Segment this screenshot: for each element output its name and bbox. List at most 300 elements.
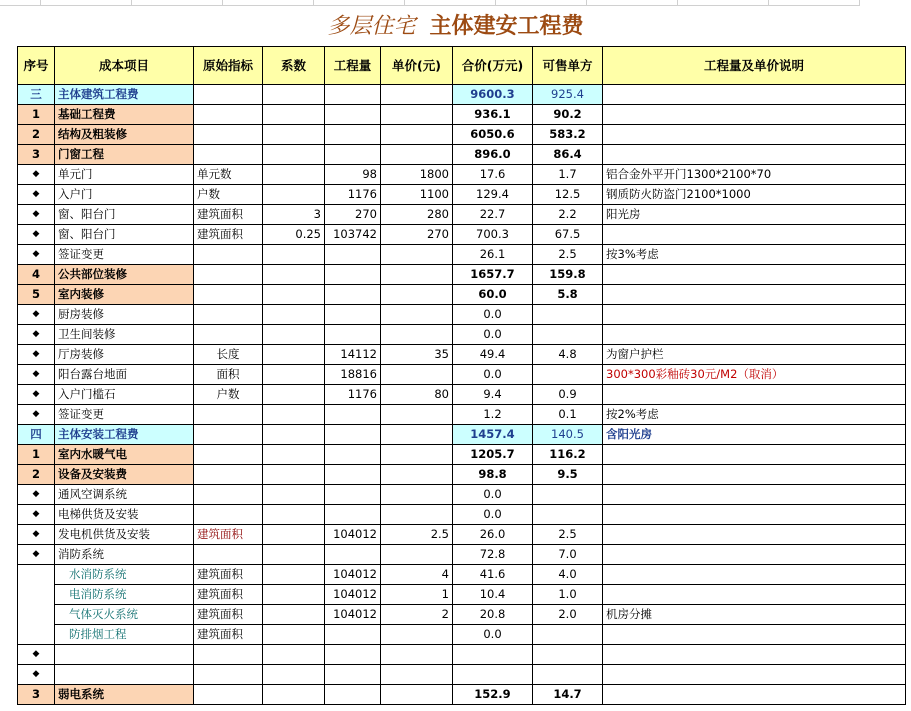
cell-seq[interactable]: ◆ [18,665,55,685]
cell-idx[interactable] [194,245,263,265]
cell-idx[interactable]: 建筑面积 [194,585,263,605]
cell-total[interactable]: 0.0 [453,365,533,385]
cell-note[interactable] [603,485,906,505]
cell-total[interactable]: 22.7 [453,205,533,225]
cell-qty[interactable] [325,125,381,145]
col-header-index[interactable]: 原始指标 [194,47,263,85]
table-row [18,345,906,365]
cell-idx[interactable]: 户数 [194,185,263,205]
cell-qty[interactable]: 104012 [325,565,381,585]
cell-unit[interactable]: 4.8 [533,345,603,365]
cell-name[interactable]: 阳台露台地面 [55,365,194,385]
cell-total[interactable]: 26.0 [453,525,533,545]
cell-seq[interactable]: 2 [18,465,55,485]
cell-qty[interactable]: 98 [325,165,381,185]
title-part2: 主体建安工程费 [429,13,584,39]
col-header-seq[interactable]: 序号 [18,47,55,85]
cell-note[interactable] [603,445,906,465]
col-header-coef[interactable]: 系数 [263,47,325,85]
cell-idx[interactable] [194,465,263,485]
cell-note[interactable] [603,665,906,685]
cell-unit[interactable] [533,325,603,345]
cell-idx[interactable] [194,685,263,705]
cell-idx[interactable] [194,425,263,445]
cell-coef[interactable] [263,365,325,385]
cell-price[interactable] [381,685,453,705]
cell-seq[interactable]: 2 [18,125,55,145]
cell-qty[interactable] [325,425,381,445]
cell-idx[interactable] [194,85,263,105]
cell-idx[interactable]: 建筑面积 [194,525,263,545]
cell-total[interactable]: 129.4 [453,185,533,205]
cell-qty[interactable] [325,505,381,525]
cell-total[interactable]: 1457.4 [453,425,533,445]
cell-total[interactable]: 41.6 [453,565,533,585]
cell-name[interactable]: 弱电系统 [55,685,194,705]
cell-total[interactable]: 0.0 [453,325,533,345]
col-header-price[interactable]: 单价(元) [381,47,453,85]
cell-seq[interactable]: ◆ [18,525,55,545]
cell-note[interactable] [603,465,906,485]
cell-total[interactable]: 1.2 [453,405,533,425]
cell-note[interactable] [603,145,906,165]
col-header-note[interactable]: 工程量及单价说明 [603,47,906,85]
cell-seq[interactable]: ◆ [18,345,55,365]
cell-qty[interactable] [325,625,381,645]
cell-price[interactable] [381,85,453,105]
cell-total[interactable]: 936.1 [453,105,533,125]
cell-total[interactable]: 0.0 [453,305,533,325]
cell-total[interactable]: 26.1 [453,245,533,265]
cell-unit[interactable]: 116.2 [533,445,603,465]
cell-qty[interactable] [325,545,381,565]
cell-unit[interactable]: 14.7 [533,685,603,705]
cell-note[interactable] [603,125,906,145]
cell-seq[interactable]: ◆ [18,385,55,405]
cell-coef[interactable] [263,145,325,165]
cell-qty[interactable] [325,405,381,425]
cell-price[interactable] [381,425,453,445]
cell-seq[interactable] [18,585,55,605]
cell-idx[interactable] [194,445,263,465]
cell-note[interactable] [603,625,906,645]
cell-unit[interactable]: 12.5 [533,185,603,205]
cell-seq[interactable]: ◆ [18,225,55,245]
cell-name[interactable]: 卫生间装修 [55,325,194,345]
cell-seq[interactable]: ◆ [18,185,55,205]
table-row [18,425,906,445]
table-row [18,525,906,545]
cell-total[interactable]: 0.0 [453,485,533,505]
cell-total[interactable]: 20.8 [453,605,533,625]
cell-note[interactable] [603,505,906,525]
cell-seq[interactable]: ◆ [18,165,55,185]
cell-note[interactable] [603,385,906,405]
cell-seq[interactable]: ◆ [18,365,55,385]
cell-name[interactable]: 水消防系统 [55,565,194,585]
cell-price[interactable] [381,145,453,165]
cell-price[interactable]: 1 [381,585,453,605]
cell-unit[interactable]: 1.0 [533,585,603,605]
cell-coef[interactable] [263,105,325,125]
cell-note[interactable] [603,325,906,345]
cell-price[interactable] [381,265,453,285]
cell-name[interactable]: 电梯供货及安装 [55,505,194,525]
cell-unit[interactable]: 0.1 [533,405,603,425]
cell-unit[interactable]: 7.0 [533,545,603,565]
cell-unit[interactable]: 9.5 [533,465,603,485]
cell-note[interactable] [603,265,906,285]
cell-total[interactable]: 1657.7 [453,265,533,285]
cell-total[interactable]: 896.0 [453,145,533,165]
cell-coef[interactable] [263,625,325,645]
cell-unit[interactable] [533,485,603,505]
cell-name[interactable]: 签证变更 [55,405,194,425]
cell-seq[interactable]: 1 [18,105,55,125]
cell-name[interactable]: 公共部位装修 [55,265,194,285]
cell-qty[interactable]: 104012 [325,525,381,545]
cell-coef[interactable] [263,425,325,445]
cell-coef[interactable] [263,645,325,665]
cell-coef[interactable]: 3 [263,205,325,225]
cell-name[interactable]: 窗、阳台门 [55,225,194,245]
cell-price[interactable]: 270 [381,225,453,245]
cell-total[interactable]: 0.0 [453,625,533,645]
cell-seq[interactable]: 4 [18,265,55,285]
cell-idx[interactable]: 户数 [194,385,263,405]
cell-coef[interactable] [263,525,325,545]
cell-coef[interactable] [263,505,325,525]
cell-seq[interactable]: ◆ [18,305,55,325]
cell-coef[interactable]: 0.25 [263,225,325,245]
cell-seq[interactable] [18,605,55,625]
cell-price[interactable] [381,545,453,565]
cell-idx[interactable]: 建筑面积 [194,625,263,645]
cell-coef[interactable] [263,305,325,325]
cell-price[interactable] [381,365,453,385]
cell-total[interactable] [453,645,533,665]
cell-note[interactable] [603,305,906,325]
cell-note[interactable]: 阳光房 [603,205,906,225]
cell-qty[interactable]: 18816 [325,365,381,385]
cell-total[interactable]: 98.8 [453,465,533,485]
cell-seq[interactable]: 5 [18,285,55,305]
cell-name[interactable]: 发电机供货及安装 [55,525,194,545]
cell-price[interactable]: 2 [381,605,453,625]
cell-name[interactable]: 主体建筑工程费 [55,85,194,105]
cell-price[interactable]: 4 [381,565,453,585]
cell-idx[interactable] [194,305,263,325]
cell-idx[interactable]: 建筑面积 [194,605,263,625]
cell-note[interactable]: 为窗户护栏 [603,345,906,365]
cell-coef[interactable] [263,685,325,705]
cell-price[interactable] [381,305,453,325]
cell-qty[interactable] [325,445,381,465]
cell-name[interactable]: 门窗工程 [55,145,194,165]
cell-name[interactable]: 单元门 [55,165,194,185]
table-row [18,405,906,425]
cell-price[interactable] [381,285,453,305]
cell-total[interactable] [453,665,533,685]
cell-price[interactable] [381,325,453,345]
cell-qty[interactable] [325,85,381,105]
cell-qty[interactable]: 104012 [325,585,381,605]
cell-unit[interactable]: 86.4 [533,145,603,165]
cell-seq[interactable]: ◆ [18,325,55,345]
cell-name[interactable]: 厅房装修 [55,345,194,365]
cell-coef[interactable] [263,465,325,485]
cell-name[interactable]: 主体安装工程费 [55,425,194,445]
cell-note[interactable]: 按3%考虑 [603,245,906,265]
cell-qty[interactable]: 103742 [325,225,381,245]
cell-idx[interactable] [194,265,263,285]
cell-price[interactable]: 2.5 [381,525,453,545]
cell-name[interactable]: 防排烟工程 [55,625,194,645]
cell-seq[interactable]: ◆ [18,485,55,505]
cell-name[interactable]: 设备及安装费 [55,465,194,485]
cell-seq[interactable]: 3 [18,145,55,165]
cell-idx[interactable]: 面积 [194,365,263,385]
cell-unit[interactable] [533,505,603,525]
cell-unit[interactable] [533,645,603,665]
table-row [18,225,906,245]
cell-note[interactable] [603,565,906,585]
cell-qty[interactable] [325,465,381,485]
cell-note[interactable] [603,545,906,565]
cell-seq[interactable]: 四 [18,425,55,445]
cell-name[interactable]: 入户门槛石 [55,385,194,405]
cell-coef[interactable] [263,405,325,425]
sheet-title [0,8,911,44]
cell-unit[interactable] [533,665,603,685]
cell-seq[interactable]: ◆ [18,645,55,665]
cell-qty[interactable] [325,325,381,345]
cell-seq[interactable]: 3 [18,685,55,705]
cell-name[interactable]: 室内水暖气电 [55,445,194,465]
cell-seq[interactable]: ◆ [18,245,55,265]
cell-idx[interactable] [194,665,263,685]
cell-coef[interactable] [263,85,325,105]
cell-unit[interactable]: 0.9 [533,385,603,405]
cell-price[interactable]: 35 [381,345,453,365]
cell-name[interactable]: 窗、阳台门 [55,205,194,225]
cell-idx[interactable]: 建筑面积 [194,205,263,225]
cell-price[interactable] [381,105,453,125]
cell-idx[interactable] [194,145,263,165]
col-header-total[interactable]: 合价(万元) [453,47,533,85]
cell-unit[interactable]: 583.2 [533,125,603,145]
cell-idx[interactable] [194,645,263,665]
cell-price[interactable] [381,125,453,145]
cell-total[interactable]: 9600.3 [453,85,533,105]
cell-price[interactable]: 1800 [381,165,453,185]
cell-seq[interactable] [18,565,55,585]
cell-idx[interactable]: 单元数 [194,165,263,185]
cell-seq[interactable] [18,625,55,645]
cell-note[interactable] [603,585,906,605]
cell-idx[interactable]: 建筑面积 [194,565,263,585]
cell-coef[interactable] [263,445,325,465]
cell-price[interactable]: 80 [381,385,453,405]
table-row [18,365,906,385]
cell-qty[interactable] [325,645,381,665]
cell-note[interactable]: 按2%考虑 [603,405,906,425]
cell-qty[interactable] [325,265,381,285]
cell-total[interactable]: 1205.7 [453,445,533,465]
cell-qty[interactable]: 1176 [325,385,381,405]
cell-coef[interactable] [263,485,325,505]
cell-idx[interactable] [194,405,263,425]
cell-qty[interactable] [325,145,381,165]
cell-unit[interactable]: 159.8 [533,265,603,285]
cell-total[interactable]: 17.6 [453,165,533,185]
cell-note[interactable] [603,285,906,305]
cell-seq[interactable]: 三 [18,85,55,105]
cell-note[interactable] [603,645,906,665]
cell-idx[interactable] [194,325,263,345]
cell-coef[interactable] [263,125,325,145]
cell-qty[interactable] [325,485,381,505]
cell-unit[interactable]: 5.8 [533,285,603,305]
cell-unit[interactable] [533,305,603,325]
cell-unit[interactable]: 2.0 [533,605,603,625]
cell-name[interactable] [55,665,194,685]
cell-idx[interactable]: 建筑面积 [194,225,263,245]
cell-idx[interactable]: 长度 [194,345,263,365]
cell-qty[interactable]: 14112 [325,345,381,365]
cell-coef[interactable] [263,325,325,345]
cell-note[interactable]: 机房分摊 [603,605,906,625]
cell-name[interactable]: 结构及粗装修 [55,125,194,145]
cell-unit[interactable] [533,625,603,645]
cell-name[interactable]: 通风空调系统 [55,485,194,505]
cell-coef[interactable] [263,245,325,265]
cell-unit[interactable]: 2.5 [533,245,603,265]
cell-note[interactable]: 含阳光房 [603,425,906,445]
cell-price[interactable] [381,645,453,665]
cell-name[interactable]: 入户门 [55,185,194,205]
cell-qty[interactable] [325,285,381,305]
cell-name[interactable]: 厨房装修 [55,305,194,325]
cell-qty[interactable] [325,305,381,325]
cell-price[interactable] [381,445,453,465]
cell-price[interactable] [381,505,453,525]
cell-coef[interactable] [263,385,325,405]
cell-coef[interactable] [263,605,325,625]
cell-total[interactable]: 6050.6 [453,125,533,145]
cell-idx[interactable] [194,125,263,145]
cell-qty[interactable] [325,685,381,705]
cell-total[interactable]: 9.4 [453,385,533,405]
cell-qty[interactable]: 270 [325,205,381,225]
cell-total[interactable]: 60.0 [453,285,533,305]
table-row [18,465,906,485]
cell-seq[interactable]: 1 [18,445,55,465]
cell-price[interactable]: 1100 [381,185,453,205]
cell-seq[interactable]: ◆ [18,545,55,565]
cell-idx[interactable] [194,545,263,565]
cell-idx[interactable] [194,105,263,125]
cell-coef[interactable] [263,345,325,365]
cell-note[interactable]: 300*300彩釉砖30元/M2（取消） [603,365,906,385]
cell-coef[interactable] [263,165,325,185]
cell-price[interactable]: 280 [381,205,453,225]
table-row [18,105,906,125]
col-header-unit[interactable]: 可售单方 [533,47,603,85]
col-header-qty[interactable]: 工程量 [325,47,381,85]
cell-qty[interactable]: 1176 [325,185,381,205]
cell-note[interactable] [603,225,906,245]
cell-coef[interactable] [263,285,325,305]
cell-seq[interactable]: ◆ [18,405,55,425]
cell-unit[interactable]: 140.5 [533,425,603,445]
cell-price[interactable] [381,625,453,645]
cell-price[interactable] [381,245,453,265]
cell-coef[interactable] [263,585,325,605]
cell-unit[interactable]: 90.2 [533,105,603,125]
cell-total[interactable]: 10.4 [453,585,533,605]
table-row [18,665,906,685]
cell-price[interactable] [381,665,453,685]
cell-unit[interactable]: 2.5 [533,525,603,545]
cell-seq[interactable]: ◆ [18,205,55,225]
cell-total[interactable]: 49.4 [453,345,533,365]
cell-coef[interactable] [263,565,325,585]
cell-coef[interactable] [263,665,325,685]
cell-note[interactable]: 铝合金外平开门1300*2100*70 [603,165,906,185]
cell-coef[interactable] [263,545,325,565]
cell-note[interactable] [603,525,906,545]
cell-name[interactable]: 室内装修 [55,285,194,305]
cell-price[interactable] [381,465,453,485]
cell-unit[interactable]: 925.4 [533,85,603,105]
cell-name[interactable]: 基础工程费 [55,105,194,125]
cell-total[interactable]: 0.0 [453,505,533,525]
cell-coef[interactable] [263,265,325,285]
cell-idx[interactable] [194,485,263,505]
cell-unit[interactable] [533,365,603,385]
cell-name[interactable] [55,645,194,665]
cell-name[interactable]: 气体灭火系统 [55,605,194,625]
cell-idx[interactable] [194,505,263,525]
cell-total[interactable]: 700.3 [453,225,533,245]
cell-unit[interactable]: 1.7 [533,165,603,185]
cell-name[interactable]: 消防系统 [55,545,194,565]
cell-name[interactable]: 电消防系统 [55,585,194,605]
cell-unit[interactable]: 2.2 [533,205,603,225]
table-row [18,385,906,405]
cell-name[interactable]: 签证变更 [55,245,194,265]
cell-qty[interactable] [325,245,381,265]
cell-seq[interactable]: ◆ [18,505,55,525]
cell-note[interactable] [603,85,906,105]
cell-price[interactable] [381,485,453,505]
cell-note[interactable] [603,105,906,125]
cell-coef[interactable] [263,185,325,205]
cell-qty[interactable]: 104012 [325,605,381,625]
cell-qty[interactable] [325,665,381,685]
cell-unit[interactable]: 4.0 [533,565,603,585]
cell-total[interactable]: 72.8 [453,545,533,565]
cell-unit[interactable]: 67.5 [533,225,603,245]
cell-price[interactable] [381,405,453,425]
cell-total[interactable]: 152.9 [453,685,533,705]
cell-note[interactable] [603,685,906,705]
cell-note[interactable]: 钢质防火防盗门2100*1000 [603,185,906,205]
cell-idx[interactable] [194,285,263,305]
col-header-item[interactable]: 成本项目 [55,47,194,85]
cell-qty[interactable] [325,105,381,125]
